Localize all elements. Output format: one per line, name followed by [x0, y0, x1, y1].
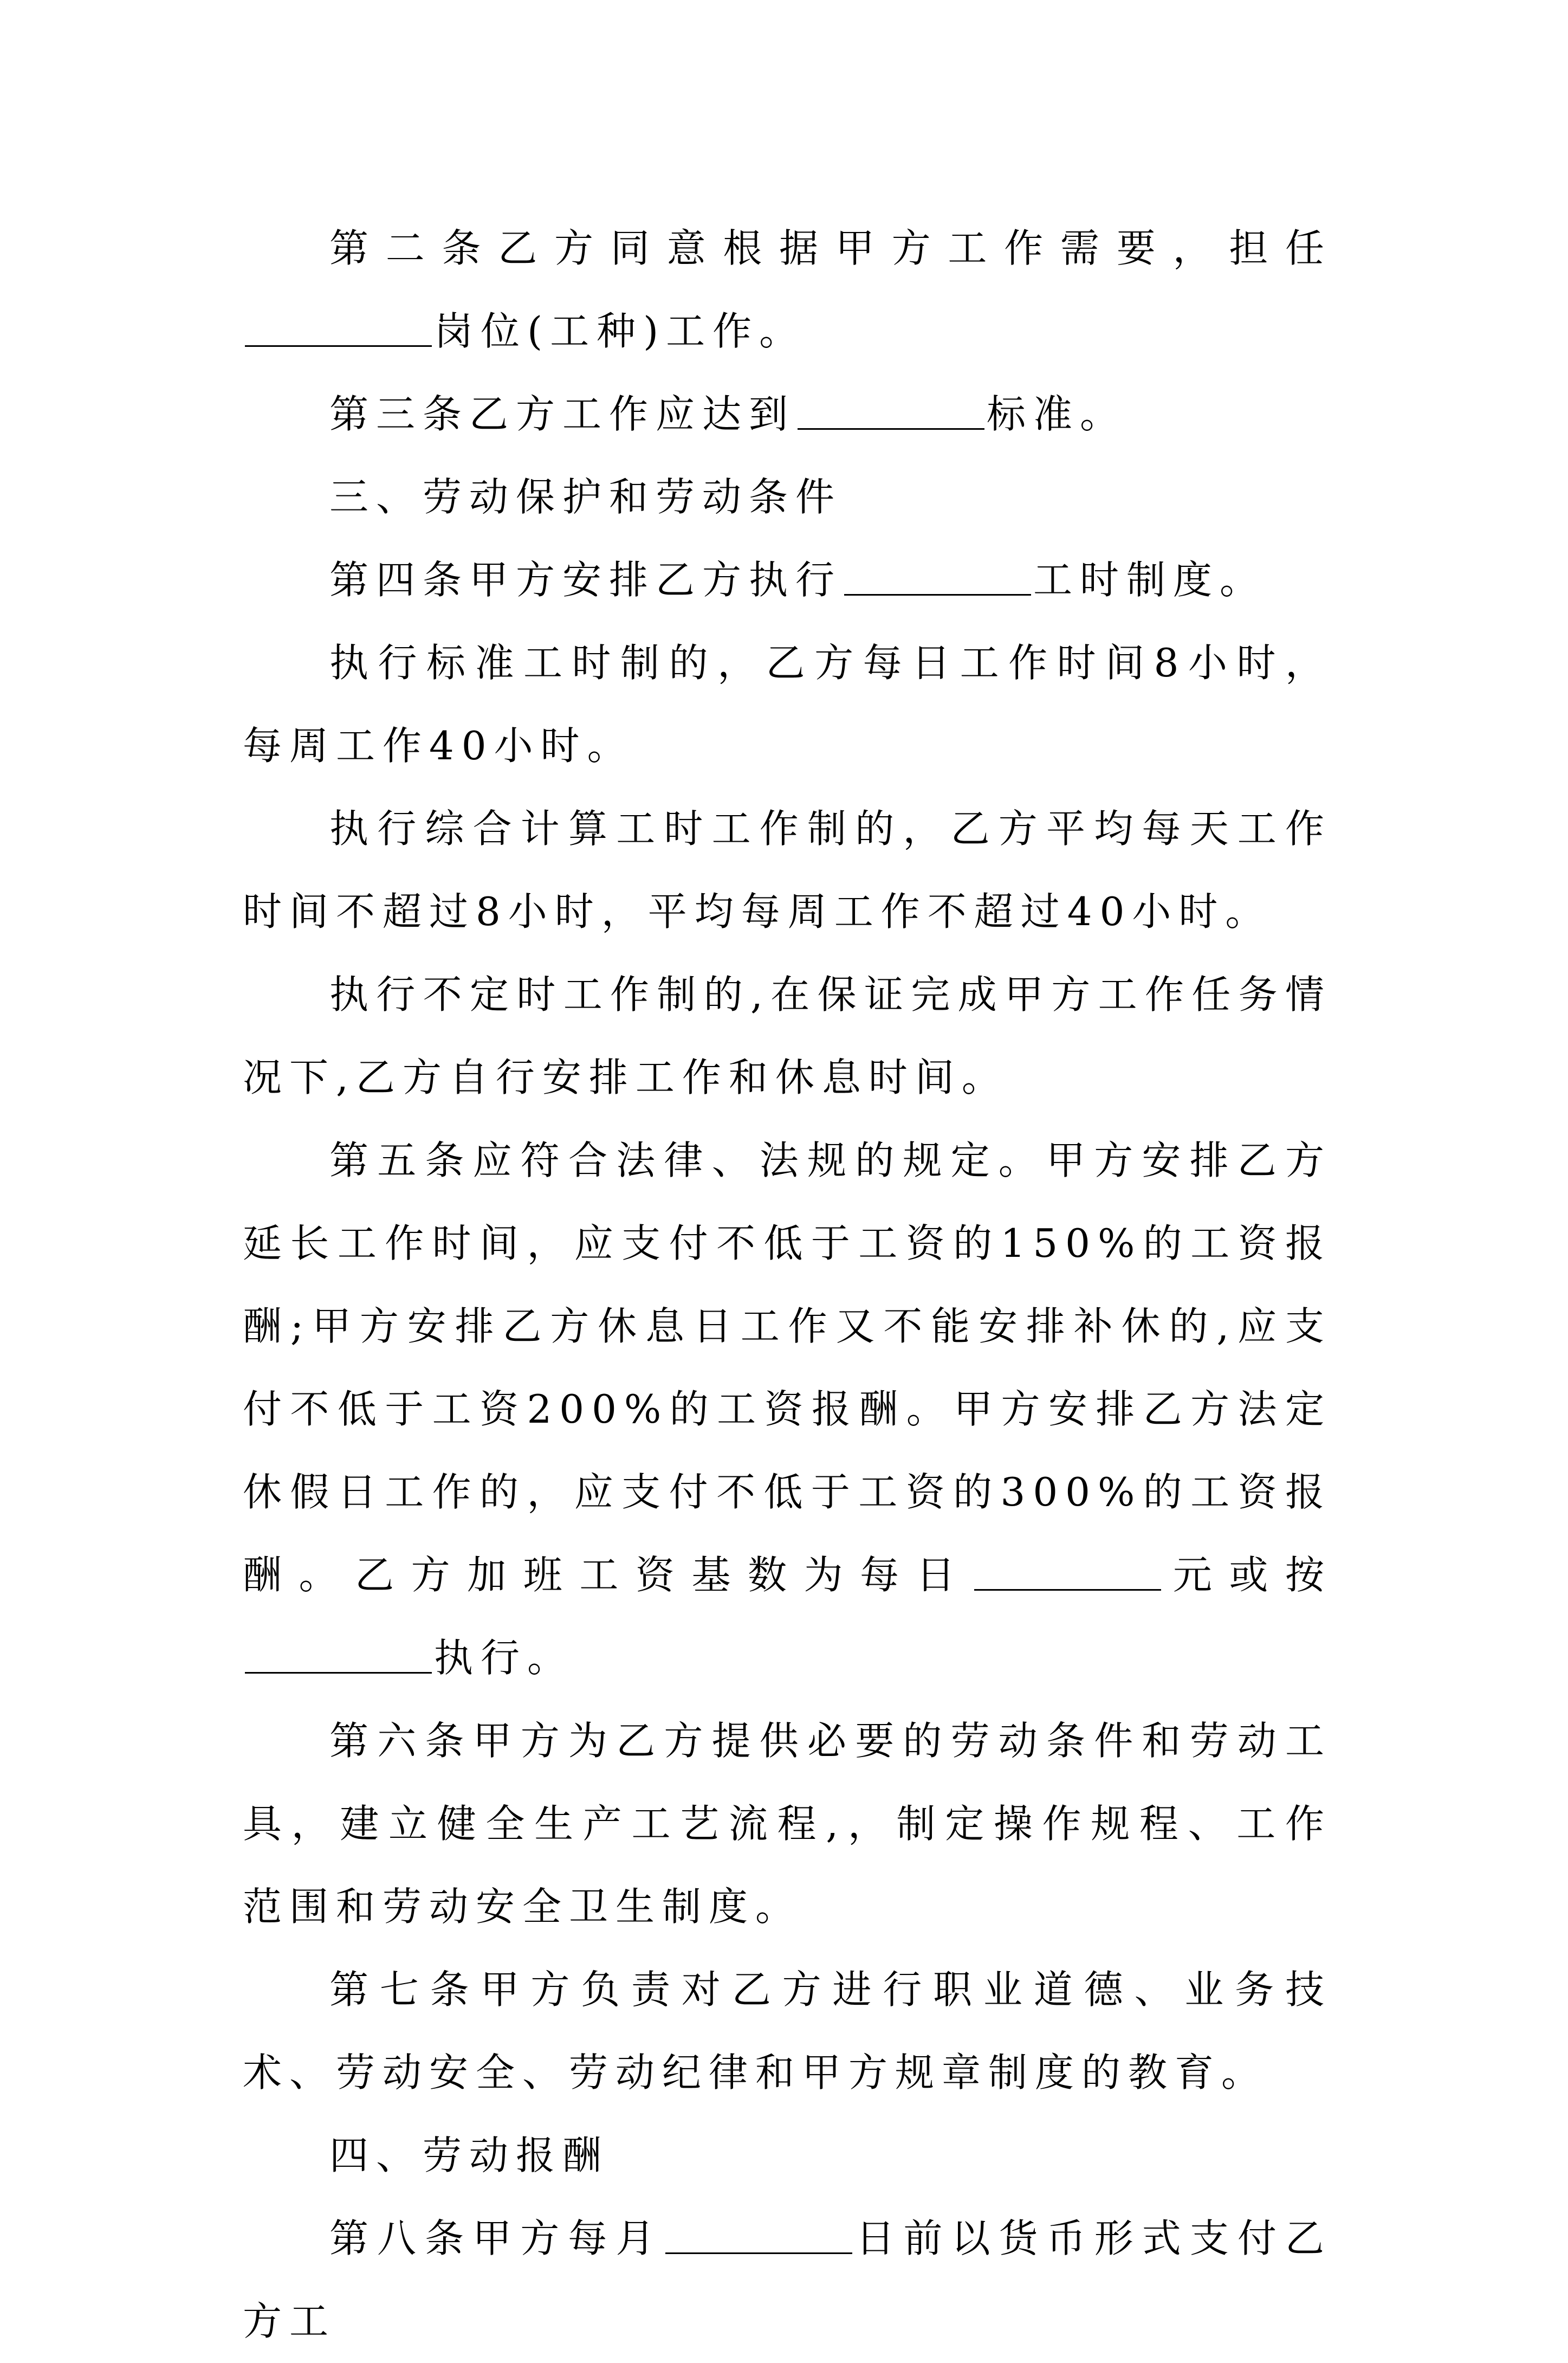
paragraph-flexible-hours: [243, 953, 1332, 1119]
article-2-text-b: 岗位(工种)工作。: [434, 308, 806, 354]
fill-blank-overtime-base: [974, 1557, 1161, 1591]
article-5-text-c: 执行。: [434, 1635, 574, 1681]
document-body: [243, 207, 1332, 2363]
paragraph-standard-hours: [243, 622, 1332, 787]
paragraph-article-7: [243, 1948, 1332, 2114]
fill-blank-overtime-method: [245, 1639, 432, 1674]
fill-blank-work-hours: [844, 561, 1031, 596]
standard-hours-text: 执行标准工时制的，乙方每日工作时间8小时，每周工作40小时。: [243, 640, 1332, 769]
article-7-text: 第七条甲方负责对乙方进行职业道德、业务技术、劳动安全、劳动纪律和甲方规章制度的教育。: [243, 1967, 1332, 2095]
paragraph-article-3: [243, 373, 1332, 456]
section-heading-remuneration: [243, 2114, 1332, 2197]
section-heading-labor-protection: [243, 456, 1332, 539]
article-8-text-b: 日前以货币形式支付乙方工: [243, 2216, 1332, 2344]
article-3-text-b: 标准。: [987, 391, 1127, 437]
article-5-text-b: 元或按: [1163, 1552, 1332, 1598]
fill-blank-pay-day: [665, 2220, 852, 2254]
paragraph-comprehensive-hours: [243, 787, 1332, 953]
paragraph-article-2: [243, 207, 1332, 373]
paragraph-article-4: [243, 539, 1332, 622]
article-3-text-a: 第三条乙方工作应达到: [329, 391, 796, 437]
article-5-text-a: 第五条应符合法律、法规的规定。甲方安排乙方延长工作时间，应支付不低于工资的150%的工资报酬;甲方安排乙方休息日工作又不能安排补休的,应支付不低于工资200%的工资报酬。甲方安排乙方法定休假日工作的，应支付不低于工资的300%的工资报酬。乙方加班工资基数为每日: [243, 1138, 1332, 1598]
flexible-hours-text: 执行不定时工作制的,在保证完成甲方工作任务情况下,乙方自行安排工作和休息时间。: [243, 972, 1332, 1100]
fill-blank-position: [245, 313, 432, 347]
paragraph-article-5: [243, 1119, 1332, 1700]
section-3-heading-text: 三、劳动保护和劳动条件: [329, 474, 843, 520]
article-6-text: 第六条甲方为乙方提供必要的劳动条件和劳动工具，建立健全生产工艺流程,，制定操作规程、工作范围和劳动安全卫生制度。: [243, 1718, 1332, 1929]
paragraph-article-8: [243, 2197, 1332, 2363]
paragraph-article-6: [243, 1700, 1332, 1948]
section-4-heading-text: 四、劳动报酬: [329, 2133, 610, 2178]
fill-blank-standard: [798, 396, 984, 430]
article-4-text-b: 工时制度。: [1033, 557, 1267, 603]
article-4-text-a: 第四条甲方安排乙方执行: [329, 557, 843, 603]
article-8-text-a: 第八条甲方每月: [329, 2216, 664, 2261]
article-2-text-a: 第二条乙方同意根据甲方工作需要，担任: [329, 225, 1332, 271]
comprehensive-hours-text: 执行综合计算工时工作制的，乙方平均每天工作时间不超过8小时，平均每周工作不超过40小时。: [243, 806, 1332, 934]
